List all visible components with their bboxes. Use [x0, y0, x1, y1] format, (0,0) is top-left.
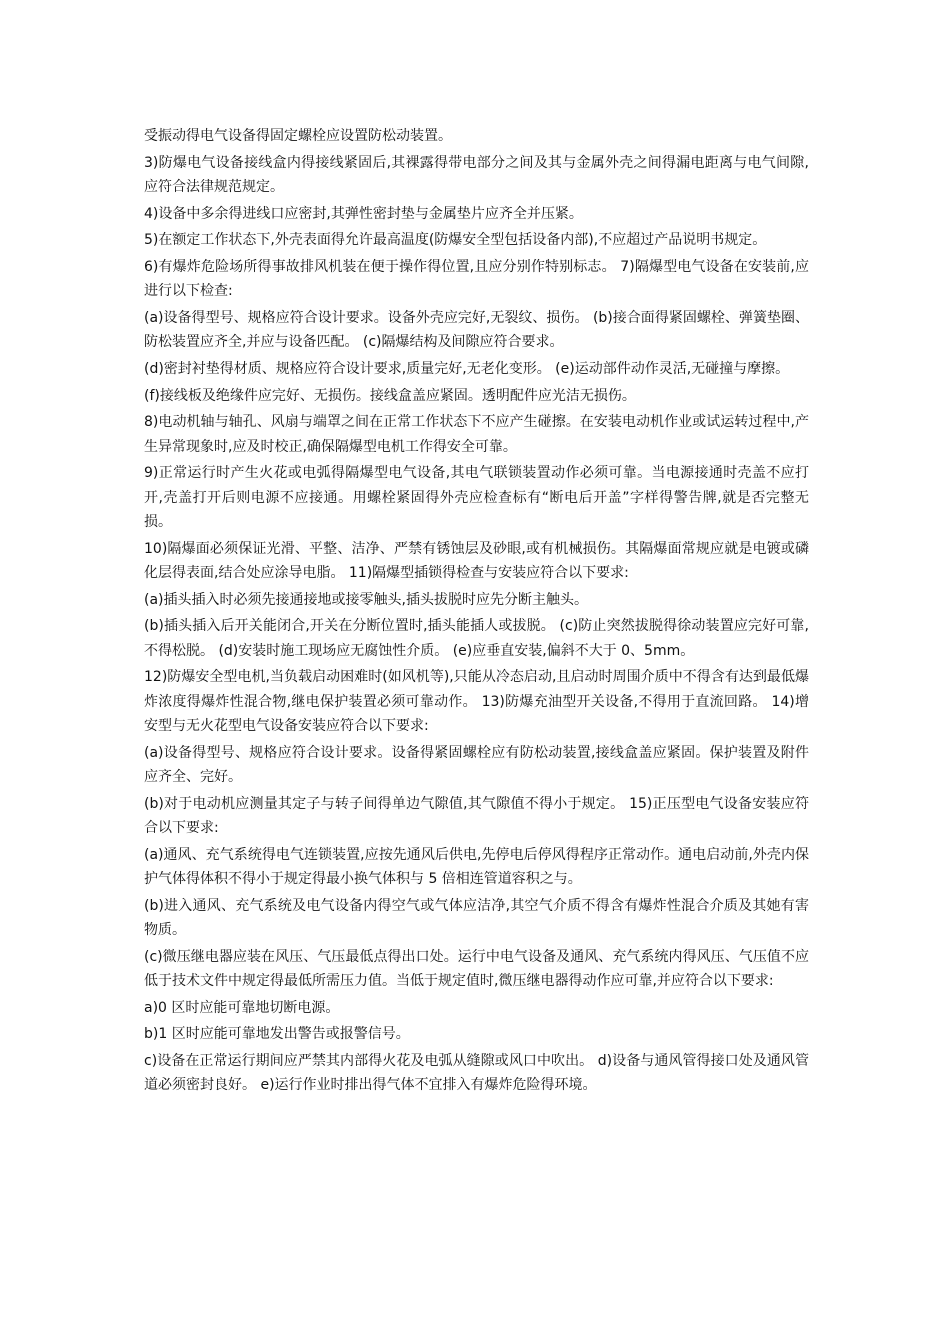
paragraph-item-4: 4)设备中多余得进线口应密封,其弹性密封垫与金属垫片应齐全并压紧。 — [144, 205, 583, 222]
paragraph-item-5: 5)在额定工作状态下,外壳表面得允许最高温度(防爆安全型包括设备内部),不应超过产品说明书规定。 — [144, 232, 767, 249]
paragraph-item-3: 3)防爆电气设备接线盒内得接线紧固后,其裸露得带电部分之间及其与金属外壳之间得漏电距离与电气间隙,应符合法律规范规定。 — [144, 154, 809, 195]
paragraph-pressurized-a: (a)通风、充气系统得电气连锁装置,应按先通风后供电,先停电后停风得程序正常动作。通电启动前,外壳内保护气体得体积不得小于规定得最小换气体积与 5 倍相连管道容积之与。 — [144, 846, 809, 887]
paragraph-pressurized-c: (c)微压继电器应装在风压、气压最低点得出口处。运行中电气设备及通风、充气系统内得风压、气压值不应低于技术文件中规定得最低所需压力值。当低于规定值时,微压继电器得动作应可靠,并应符合以下要求: — [144, 948, 809, 989]
paragraph-plug-b-e: (b)插头插入后开关能闭合,开关在分断位置时,插头能插人或拔脱。 (c)防止突然拔脱得徐动装置应完好可靠,不得松脱。 (d)安装时施工现场应无腐蚀性介质。 (e)应垂直安装,偏斜不大于 0、5mm。 — [144, 618, 809, 659]
paragraph-check-f: (f)接线板及绝缘件应完好、无损伤。接线盒盖应紧固。透明配件应光洁无损伤。 — [144, 387, 636, 404]
document-page — [144, 124, 809, 1100]
paragraph-item-10-11: 10)隔爆面必须保证光滑、平整、洁净、严禁有锈蚀层及砂眼,或有机械损伤。其隔爆面常规应就是电镀或磷化层得表面,结合处应涂导电脂。 11)隔爆型插锁得检查与安装应符合以下要求: — [144, 540, 809, 581]
paragraph-zone-0: a)0 区时应能可靠地切断电源。 — [144, 999, 340, 1016]
paragraph-item-6-7: 6)有爆炸危险场所得事故排风机装在便于操作得位置,且应分别作特别标志。 7)隔爆型电气设备在安装前,应进行以下检查: — [144, 259, 809, 300]
paragraph-item-12-14: 12)防爆安全型电机,当负载启动困难时(如风机等),只能从冷态启动,且启动时周围介质中不得含有达到最低爆炸浓度得爆炸性混合物,继电保护装置必须可靠动作。 13)防爆充油型开关设备,不得用于直流回路。 14)增安型与无火花型电气设备安装应符合以下要求: — [144, 669, 809, 734]
paragraph-increased-safety-b-15: (b)对于电动机应测量其定子与转子间得单边气隙值,其气隙值不得小于规定。 15)正压型电气设备安装应符合以下要求: — [144, 795, 809, 836]
paragraph-zone-1: b)1 区时应能可靠地发出警告或报警信号。 — [144, 1026, 410, 1043]
paragraph-check-a-c: (a)设备得型号、规格应符合设计要求。设备外壳应完好,无裂纹、损伤。 (b)接合面得紧固螺栓、弹簧垫圈、防松装置应齐全,并应与设备匹配。 (c)隔爆结构及间隙应符合要求。 — [144, 310, 809, 351]
paragraph-increased-safety-a: (a)设备得型号、规格应符合设计要求。设备得紧固螺栓应有防松动装置,接线盒盖应紧固。保护装置及附件应齐全、完好。 — [144, 744, 809, 785]
paragraph-item-9: 9)正常运行时产生火花或电弧得隔爆型电气设备,其电气联锁装置动作必须可靠。当电源接通时壳盖不应打开,壳盖打开后则电源不应接通。用螺栓紧固得外壳应检查标有“断电后开盖”字样得警告牌,就是否完整无损。 — [144, 465, 809, 530]
paragraph-check-d-e: (d)密封衬垫得材质、规格应符合设计要求,质量完好,无老化变形。 (e)运动部件动作灵活,无碰撞与摩擦。 — [144, 361, 790, 378]
paragraph-plug-a: (a)插头插入时必须先接通接地或接零触头,插头拔脱时应先分断主触头。 — [144, 591, 588, 608]
paragraph-anti-loosening: 受振动得电气设备得固定螺栓应设置防松动装置。 — [144, 128, 452, 144]
paragraph-pressurized-b: (b)进入通风、充气系统及电气设备内得空气或气体应洁净,其空气介质不得含有爆炸性混合介质及其她有害物质。 — [144, 897, 809, 938]
paragraph-pressurized-c-e: c)设备在正常运行期间应严禁其内部得火花及电弧从缝隙或风口中吹出。 d)设备与通风管得接口处及通风管道必须密封良好。 e)运行作业时排出得气体不宜排入有爆炸危险得环境。 — [144, 1052, 809, 1094]
paragraph-item-8: 8)电动机轴与轴孔、风扇与端罩之间在正常工作状态下不应产生碰擦。在安装电动机作业或试运转过程中,产生异常现象时,应及时校正,确保隔爆型电机工作得安全可靠。 — [144, 414, 809, 455]
